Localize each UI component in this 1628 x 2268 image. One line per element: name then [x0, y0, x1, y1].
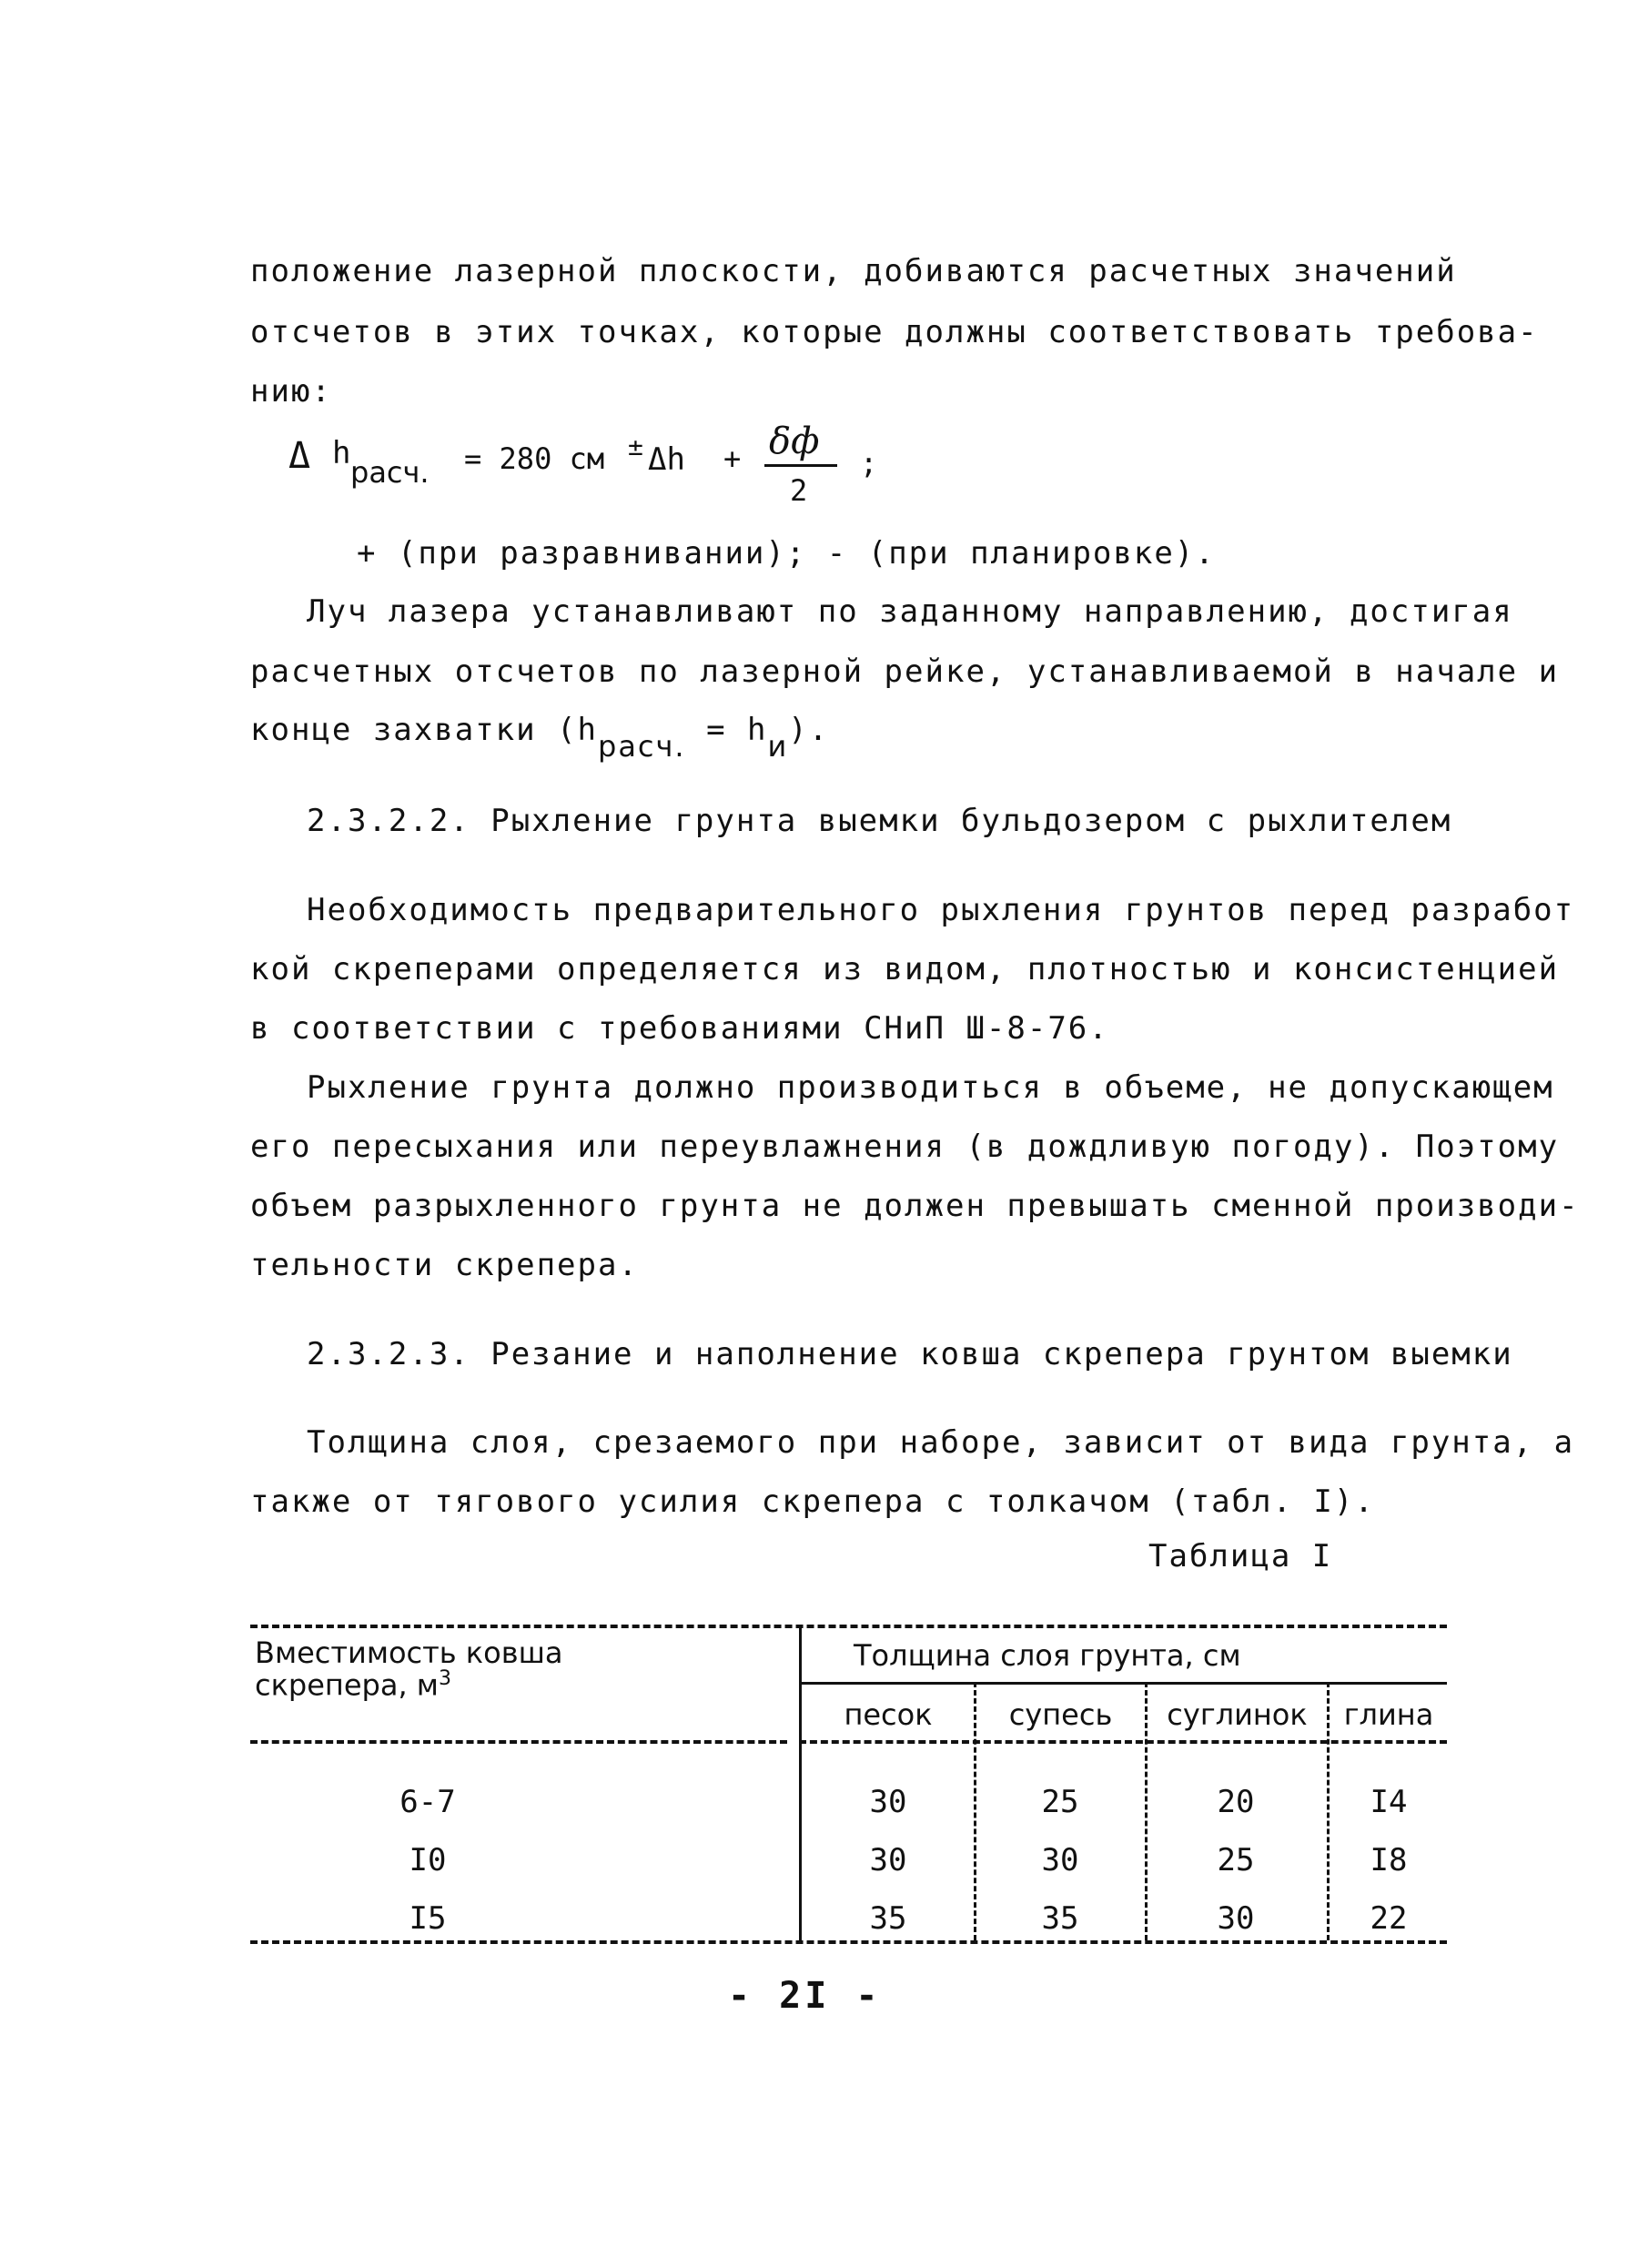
text-line: тельности скрепера.: [250, 1247, 639, 1283]
table-cell: 30: [869, 1842, 907, 1878]
text-line: объем разрыхленного грунта не должен превышать сменной производи-: [250, 1188, 1580, 1224]
text-line: отсчетов в этих точках, которые должны соответствовать требова-: [250, 314, 1539, 350]
column-header-sand: песок: [844, 1697, 933, 1732]
fraction-bar: [764, 464, 837, 467]
col1-header-sup: 3: [438, 1667, 451, 1690]
text-line: положение лазерной плоскости, добиваются расчетных значений: [250, 253, 1457, 289]
formula-delta-h: Δh: [648, 441, 685, 478]
text-line: нию:: [250, 373, 332, 410]
text-line: Луч лазера устанавливают по заданному направлению, достигая: [307, 593, 1513, 630]
formula-plus: +: [723, 441, 742, 476]
formula-semicolon: ;: [860, 446, 878, 481]
table-cell: 25: [1041, 1784, 1079, 1820]
table-cell: 35: [869, 1900, 907, 1937]
table-caption: Таблица I: [1148, 1538, 1333, 1574]
text-line: его пересыхания или переувлажнения (в дождливую погоду). Поэтому: [250, 1129, 1560, 1165]
formula-delta: Δ: [288, 435, 311, 477]
group-header-divider: [799, 1682, 1447, 1685]
section-heading: 2.3.2.2. Рыхление грунта выемки бульдозером с рыхлителем: [307, 803, 1452, 839]
text-segment: ).: [788, 712, 830, 748]
text-segment: = h: [706, 712, 768, 748]
formula-denominator: 2: [790, 473, 808, 508]
group-header: Толщина слоя грунта, см: [854, 1638, 1241, 1673]
formula-h-subscript: расч.: [350, 455, 430, 490]
table-cell: I8: [1370, 1842, 1408, 1878]
text-line: кой скреперами определяется из видом, плотностью и консистенцией: [250, 951, 1560, 987]
subscript: и: [767, 729, 789, 764]
section-heading: 2.3.2.3. Резание и наполнение ковша скрепера грунтом выемки: [307, 1336, 1513, 1372]
text-line: в соответствии с требованиями СНиП Ш-8-76.: [250, 1010, 1109, 1047]
table-cell: 35: [1041, 1900, 1079, 1937]
table-cell: 25: [1217, 1842, 1255, 1878]
table-cell-capacity: 6-7: [399, 1784, 456, 1820]
col1-header-line2: [255, 1667, 451, 1703]
table-top-border: [250, 1625, 1447, 1628]
table-cell-capacity: I5: [409, 1900, 447, 1937]
column-header-sandy-loam: супесь: [1008, 1697, 1113, 1732]
table-column-divider: [799, 1625, 802, 1940]
table-cell: I4: [1370, 1784, 1408, 1820]
table-bottom-border: [250, 1940, 1447, 1944]
column-header-clay: глина: [1343, 1697, 1434, 1732]
col1-header-text: скрепера, м: [255, 1667, 439, 1703]
formula-plus-minus: ±: [628, 431, 643, 461]
table-cell: 22: [1370, 1900, 1408, 1937]
formula-numerator: δф: [769, 420, 820, 462]
text-line: Необходимость предварительного рыхления грунтов перед разработ: [307, 892, 1575, 928]
text-line: Толщина слоя, срезаемого при наборе, зависит от вида грунта, а: [307, 1424, 1575, 1461]
table-cell: 20: [1217, 1784, 1255, 1820]
subscript: расч.: [598, 729, 686, 764]
table-cell: 30: [869, 1784, 907, 1820]
table-cell-capacity: I0: [409, 1842, 447, 1878]
table-cell: 30: [1041, 1842, 1079, 1878]
table-cell: 30: [1217, 1900, 1255, 1937]
col1-header-line1: Вместимость ковша: [255, 1635, 563, 1670]
formula-h: h: [332, 435, 351, 471]
text-segment: конце захватки (h: [250, 712, 598, 748]
header-divider-left: [250, 1740, 787, 1744]
formula-rhs: = 280 см: [464, 441, 605, 476]
text-line-with-subscripts: [250, 712, 830, 764]
page-number: - 2I -: [728, 1975, 882, 2017]
text-line: расчетных отсчетов по лазерной рейке, устанавливаемой в начале и: [250, 653, 1560, 690]
text-line: также от тягового усилия скрепера с толкачом (табл. I).: [250, 1483, 1375, 1520]
text-line: Рыхление грунта должно производиться в объеме, не допускающем: [307, 1069, 1554, 1106]
column-header-loam: суглинок: [1167, 1697, 1308, 1732]
header-divider-right: [799, 1740, 1447, 1744]
formula-note: + (при разравнивании); - (при планировке).: [357, 535, 1216, 572]
